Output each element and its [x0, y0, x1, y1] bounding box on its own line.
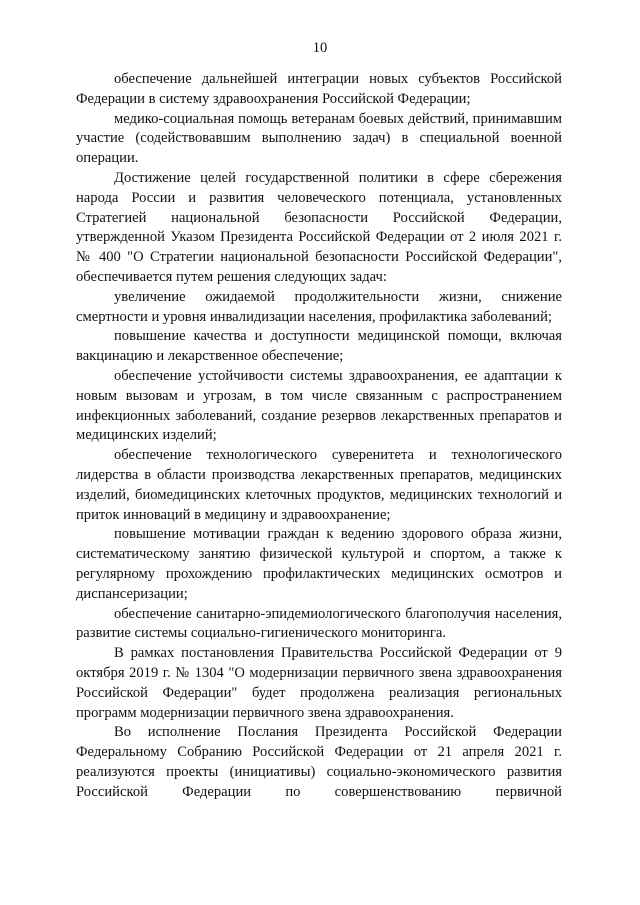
- paragraph-veterans-medical-social-help: медико-социальная помощь ветеранам боевых действий, принимавшим участие (содействовавшим выполнению задач) в специальной военной операции.: [76, 110, 562, 167]
- page-number: 10: [312, 40, 328, 56]
- paragraph-primary-care-modernization: В рамках постановления Правительства Российской Федерации от 9 октября 2019 г. № 1304 "О модернизации первичного звена здравоохранения Российской Федерации" будет продолжена реализация региональных программ модернизации первичного звена здравоохранения.: [76, 645, 562, 721]
- paragraph-healthy-lifestyle: повышение мотивации граждан к ведению здорового образа жизни, систематическому занятию физической культурой и спортом, а также к регулярному прохождению профилактических медицинских осмотров и диспансеризации;: [76, 526, 562, 602]
- paragraph-presidential-address: Во исполнение Послания Президента Российской Федерации Федеральному Собранию Российской Федерации от 21 апреля 2021 г. реализуются проекты (инициативы) социально-экономического развития Российской Федерации по совершенствованию первичной: [76, 724, 562, 800]
- paragraph-state-policy-goals: Достижение целей государственной политики в сфере сбережения народа России и развития человеческого потенциала, установленных Стратегией национальной безопасности Российской Федерации, утвержденной Указом Президента Российской Федерации от 2 июля 2021 г. № 400 "О Стратегии национальной безопасности Российской Федерации", обеспечивается путем решения следующих задач:: [76, 169, 562, 285]
- paragraph-system-resilience: обеспечение устойчивости системы здравоохранения, ее адаптации к новым вызовам и угрозам, в том числе связанным с распространением инфекционных заболеваний, создание резервов лекарственных препаратов и медицинских изделий;: [76, 367, 562, 444]
- paragraph-integration-new-subjects: обеспечение дальнейшей интеграции новых субъектов Российской Федерации в систему здравоохранения Российской Федерации;: [76, 71, 562, 107]
- document-body: [76, 70, 562, 802]
- paragraph-sanitary-wellbeing: обеспечение санитарно-эпидемиологического благополучия населения, развитие системы социально-гигиенического мониторинга.: [76, 605, 562, 642]
- paragraph-technological-sovereignty: обеспечение технологического суверенитета и технологического лидерства в области производства лекарственных препаратов, медицинских изделий, биомедицинских клеточных продуктов, медицинских технологий и приток инноваций в медицину и здравоохранение;: [76, 447, 562, 523]
- paragraph-quality-of-care: повышение качества и доступности медицинской помощи, включая вакцинацию и лекарственное обеспечение;: [76, 328, 562, 365]
- paragraph-life-expectancy: увеличение ожидаемой продолжительности жизни, снижение смертности и уровня инвалидизации населения, профилактика заболеваний;: [76, 288, 562, 325]
